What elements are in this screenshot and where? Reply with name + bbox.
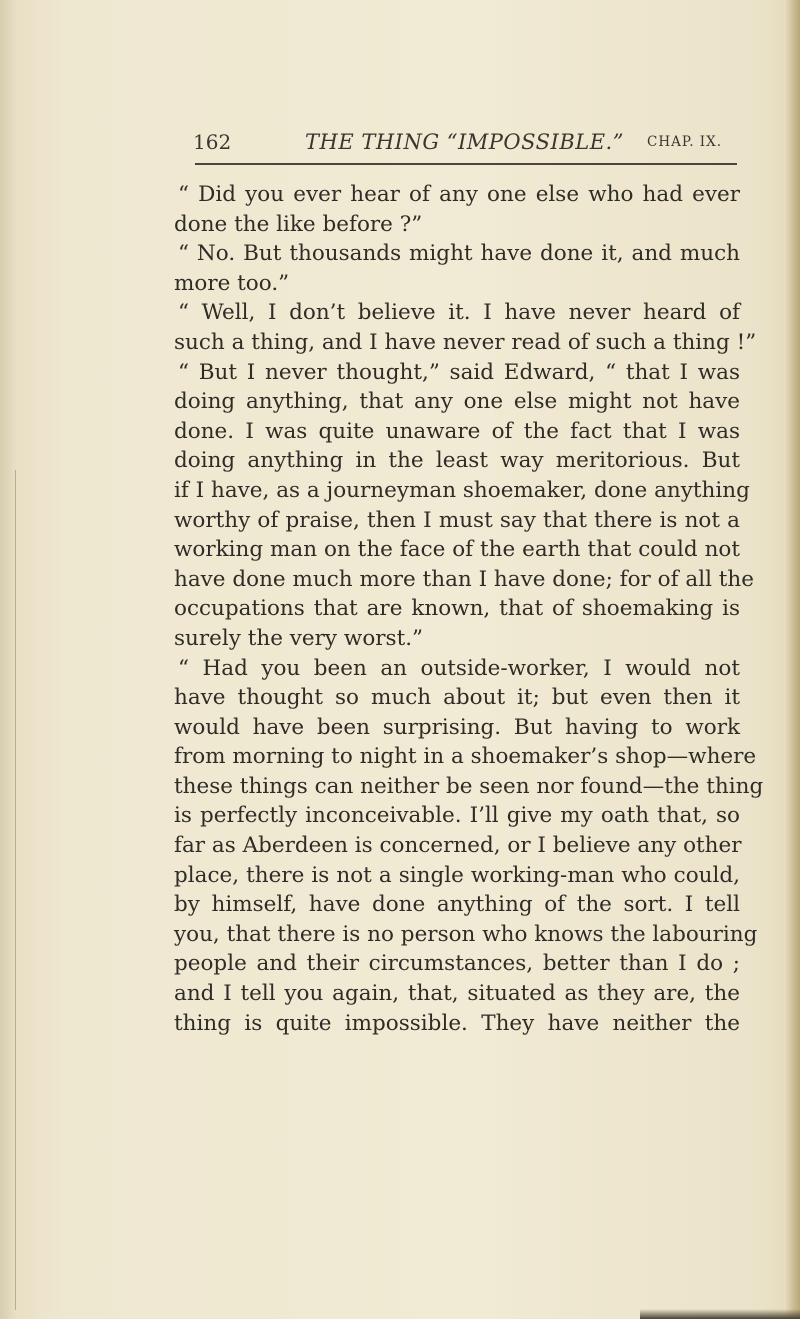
text-line: “ Did you ever hear of any one else who had ever — [178, 182, 740, 207]
page-corner-shadow — [640, 1309, 800, 1319]
text-line: and I tell you again, that, situated as they are, the — [174, 981, 740, 1007]
text-line: doing anything in the least way meritorious. But — [174, 448, 740, 474]
text-line: you, that there is no person who knows the labouring — [174, 921, 758, 947]
text-line: far as Aberdeen is concerned, or I believe any other — [174, 833, 742, 859]
text-line: “ No. But thousands might have done it, and much — [178, 241, 740, 267]
body-text — [174, 180, 764, 1038]
page-right-edge — [786, 0, 800, 1319]
text-line: thing is quite impossible. They have neither the — [174, 1010, 740, 1036]
text-line: these things can neither be seen nor found—the thing — [174, 773, 764, 799]
text-line: such a thing, and I have never read of such a thing !” — [174, 329, 757, 355]
text-line: worthy of praise, then I must say that there is not a — [174, 507, 740, 533]
text-line: occupations that are known, that of shoemaking is — [174, 596, 740, 622]
text-line: have thought so much about it; but even then it — [174, 685, 740, 711]
text-line: surely the very worst.” — [174, 625, 424, 651]
header-rule — [195, 163, 737, 165]
text-line: “ Well, I don’t believe it. I have never heard of — [178, 300, 740, 326]
text-line: is perfectly inconceivable. I’ll give my oath that, so — [174, 803, 740, 829]
text-line: working man on the face of the earth that could not — [174, 537, 740, 563]
text-line: “ But I never thought,” said Edward, “ that I was — [178, 359, 740, 385]
page-edge-line — [15, 470, 16, 1310]
text-line: people and their circumstances, better than I do ; — [174, 951, 740, 977]
running-header — [193, 130, 738, 160]
text-line: more too.” — [174, 270, 290, 296]
text-line: would have been surprising. But having to work — [174, 714, 740, 740]
text-line: done the like before ?” — [174, 211, 423, 237]
text-line: place, there is not a single working-man who could, — [174, 862, 740, 888]
text-line: by himself, have done anything of the sort. I tell — [174, 892, 740, 918]
text-line: doing anything, that any one else might not have — [174, 389, 740, 415]
chapter-label: CHAP. IX. — [647, 134, 723, 150]
page-number: 162 — [193, 130, 232, 154]
running-title: THE THING “IMPOSSIBLE.” — [305, 130, 624, 154]
text-line: have done much more than I have done; for of all the — [174, 566, 755, 592]
text-line: done. I was quite unaware of the fact that I was — [174, 418, 740, 444]
text-line: “ Had you been an outside-worker, I would not — [178, 655, 740, 681]
text-line: if I have, as a journeyman shoemaker, done anything — [174, 477, 750, 503]
text-line: from morning to night in a shoemaker’s shop—where — [174, 744, 757, 770]
